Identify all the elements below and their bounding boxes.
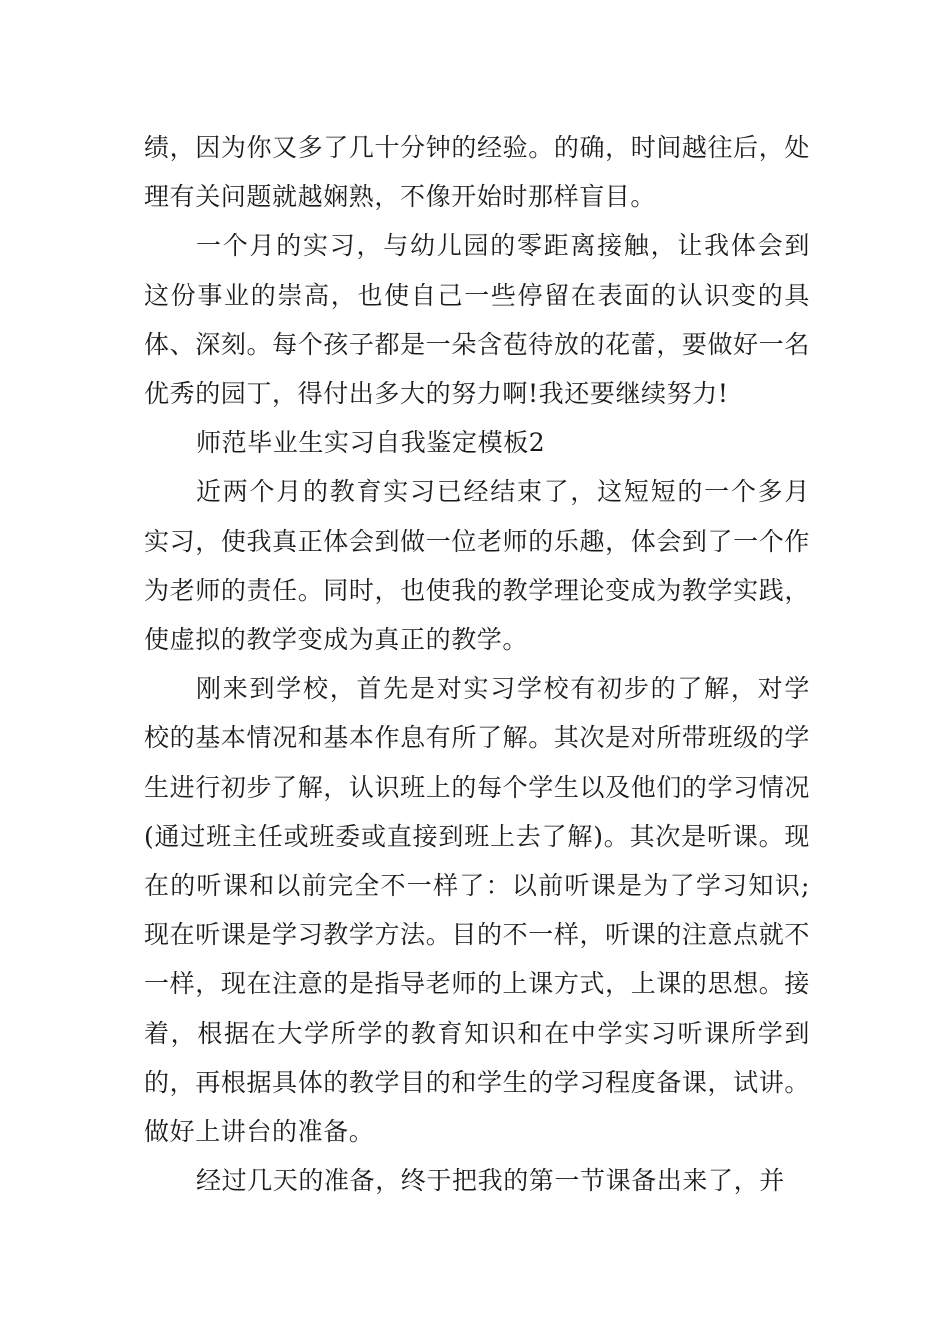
paragraph-2: 一个月的实习，与幼儿园的零距离接触，让我体会到这份事业的崇高，也使自己一些停留在表面的认识变的具体、深刻。每个孩子都是一朵含苞待放的花蕾，要做好一名优秀的园丁，得付出多大的努力啊!我还要继续努力!: [144, 231, 810, 409]
document-body: [144, 123, 810, 1205]
paragraph-4: 刚来到学校，首先是对实习学校有初步的了解，对学校的基本情况和基本作息有所了解。其次是对所带班级的学生进行初步了解，认识班上的每个学生以及他们的学习情况(通过班主任或班委或直接到班上去了解)。其次是听课。现在的听课和以前完全不一样了：以前听课是为了学习知识;现在听课是学习教学方法。目的不一样，听课的注意点就不一样，现在注意的是指导老师的上课方式，上课的思想。接着，根据在大学所学的教育知识和在中学实习听课所学到的，再根据具体的教学目的和学生的学习程度备课，试讲。做好上讲台的准备。: [144, 674, 810, 1147]
paragraph-5: 经过几天的准备，终于把我的第一节课备出来了，并: [196, 1166, 785, 1196]
section-heading: 师范毕业生实习自我鉴定模板2: [196, 428, 546, 458]
paragraph-3: 近两个月的教育实习已经结束了，这短短的一个多月实习，使我真正体会到做一位老师的乐趣，体会到了一个作为老师的责任。同时，也使我的教学理论变成为教学实践，使虚拟的教学变成为真正的教学。: [144, 477, 810, 655]
paragraph-1: 绩，因为你又多了几十分钟的经验。的确，时间越往后，处理有关问题就越娴熟，不像开始时那样盲目。: [144, 133, 810, 212]
